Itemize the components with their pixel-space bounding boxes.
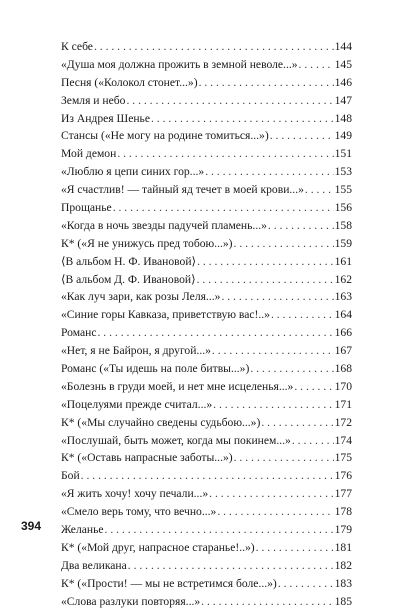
toc-entry [61,217,352,235]
toc-entry-page: 146 [334,75,352,89]
toc-entry [61,575,352,593]
toc-entry-title: К* («Оставь напрасные заботы...») [61,451,233,465]
toc-entry [61,378,352,396]
dot-leader [126,92,333,110]
toc-entry-page: 156 [334,201,352,215]
toc-entry-title: ⟨В альбом Д. Ф. Ивановой⟩ [61,272,196,286]
toc-entry-page: 145 [334,57,352,71]
toc-entry [61,92,352,110]
toc-entry-title: «Синие горы Кавказа, приветствую вас!..» [61,308,270,322]
toc-entry-page: 161 [334,254,352,268]
toc-entry-page: 175 [334,451,352,465]
toc-entry-title: Бой [61,469,80,483]
dot-leader [128,557,334,575]
toc-entry [61,163,352,181]
dot-leader [256,539,334,557]
toc-entry-title: Мой демон [61,147,117,161]
toc-entry [61,414,352,432]
toc-entry-page: 147 [334,93,352,107]
toc-entry-title: «Слова разлуки повторяя...» [61,594,201,608]
toc-entry-page: 144 [334,40,352,53]
dot-leader [81,467,334,485]
toc-entry-page: 159 [334,236,352,250]
toc-entry-title: Два великана [61,558,127,572]
toc-entry-page: 164 [334,308,352,322]
toc-entry-title: Романс («Ты идешь на поле битвы...») [61,362,250,376]
dot-leader [213,396,333,414]
toc-entry-page: 182 [334,558,352,572]
dot-leader [105,521,334,539]
toc-entry-page: 155 [334,183,352,197]
toc-entry [61,324,352,342]
toc-entry [61,539,352,557]
toc-entry-title: Прощанье [61,201,112,215]
toc-entry-page: 163 [334,290,352,304]
toc-entry-title: «Смело верь тому, что вечно...» [61,505,217,519]
toc-entry [61,557,352,575]
toc-entry-title: К* («Я не унижусь пред тобою...») [61,236,233,250]
toc-entry [61,127,352,145]
toc-entry-title: Песня («Колокол стонет...») [61,75,198,89]
dot-leader [217,503,333,521]
toc-entry-page: 168 [334,362,352,376]
toc-entry-page: 153 [334,165,352,179]
toc-entry-title: «Душа моя должна прожить в земной неволе...» [61,57,298,71]
dot-leader [305,181,334,199]
dot-leader [268,217,334,235]
dot-leader [94,38,334,56]
dot-leader [221,288,333,306]
toc-entry-title: К* («Мой друг, напрасное старанье!..») [61,540,255,554]
dot-leader [261,414,333,432]
toc-entry-page: 174 [334,433,352,447]
toc-entry-title: Из Андрея Шенье [61,111,150,125]
dot-leader [199,74,334,92]
toc-entry-title: К* («Мы случайно сведены судьбою...») [61,415,261,429]
table-of-contents [61,38,352,611]
dot-leader [212,342,334,360]
toc-entry [61,288,352,306]
toc-entry-title: «Болезнь в груди моей, и нет мне исцеленья...» [61,379,294,393]
toc-entry [61,199,352,217]
toc-entry-page: 172 [334,415,352,429]
toc-entry-page: 170 [334,379,352,393]
toc-entry [61,342,352,360]
toc-entry-title: Земля и небо [61,93,126,107]
toc-entry-page: 178 [334,505,352,519]
toc-entry-title: К* («Прости! — мы не встретимся боле...») [61,576,277,590]
dot-leader [205,163,333,181]
toc-entry-page: 166 [334,326,352,340]
toc-entry [61,235,352,253]
dot-leader [117,145,333,163]
toc-entry-page: 162 [334,272,352,286]
toc-entry-page: 171 [334,397,352,411]
toc-entry [61,306,352,324]
dot-leader [197,253,334,271]
toc-entry [61,593,352,611]
toc-entry-page: 181 [334,540,352,554]
page-number: 394 [21,519,42,533]
toc-entry-title: «Я жить хочу! хочу печали...» [61,487,209,501]
dot-leader [292,432,334,450]
dot-leader [278,575,334,593]
toc-entry-page: 179 [334,523,352,537]
toc-entry-title: ⟨В альбом Н. Ф. Ивановой⟩ [61,254,197,268]
toc-entry [61,485,352,503]
toc-entry-page: 185 [334,594,352,608]
toc-entry [61,271,352,289]
toc-entry-page: 158 [334,218,352,232]
toc-entry-page: 151 [334,147,352,161]
dot-leader [209,485,333,503]
toc-entry [61,56,352,74]
dot-leader [234,449,334,467]
dot-leader [270,127,334,145]
dot-leader [151,110,334,128]
toc-entry-title: Желанье [61,523,104,537]
toc-entry-page: 149 [334,129,352,143]
dot-leader [201,593,333,611]
dot-leader [299,56,334,74]
toc-entry-title: «Как луч зари, как розы Леля...» [61,290,221,304]
toc-entry-title: «Когда в ночь звезды падучей пламень...» [61,218,267,232]
toc-entry [61,38,352,56]
toc-entry [61,181,352,199]
toc-entry-page: 177 [334,487,352,501]
dot-leader [271,306,334,324]
dot-leader [294,378,333,396]
toc-entry-title: «Нет, я не Байрон, я другой...» [61,344,211,358]
dot-leader [98,324,334,342]
toc-entry-title: Стансы («Не могу на родине томиться...») [61,129,269,143]
toc-entry [61,360,352,378]
dot-leader [197,271,334,289]
toc-entry [61,74,352,92]
toc-entry-page: 176 [334,469,352,483]
toc-entry [61,432,352,450]
toc-entry [61,521,352,539]
toc-entry [61,503,352,521]
toc-entry-title: Романс [61,326,97,340]
toc-entry-page: 167 [334,344,352,358]
dot-leader [250,360,333,378]
toc-entry-title: «Люблю я цепи синих гор...» [61,165,205,179]
toc-entry [61,145,352,163]
toc-entry-title: «Поцелуями прежде считал...» [61,397,213,411]
toc-entry-title: К себе [61,40,93,53]
toc-entry-page: 148 [334,111,352,125]
dot-leader [113,199,334,217]
dot-leader [234,235,334,253]
toc-entry [61,110,352,128]
toc-entry [61,253,352,271]
toc-entry [61,396,352,414]
toc-entry-title: «Я счастлив! — тайный яд течет в моей крови...» [61,183,304,197]
toc-entry [61,449,352,467]
toc-entry-title: «Послушай, быть может, когда мы покинем...» [61,433,291,447]
toc-entry-page: 183 [334,576,352,590]
toc-entry [61,467,352,485]
